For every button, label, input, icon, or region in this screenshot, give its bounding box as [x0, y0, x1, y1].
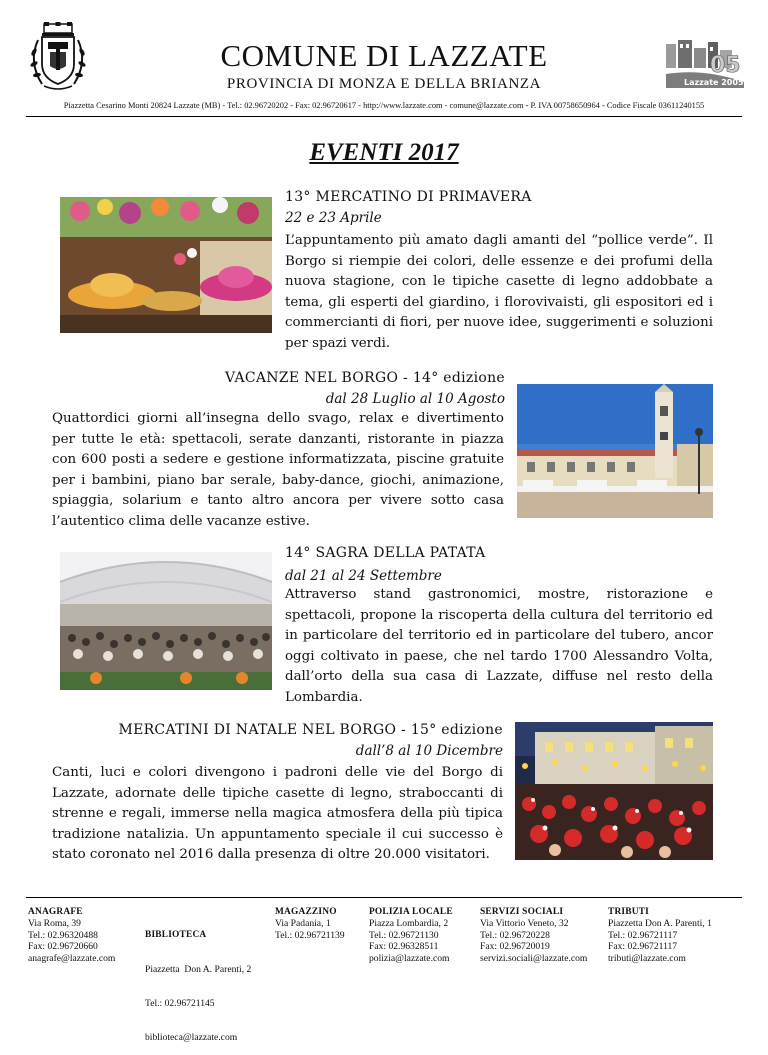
event-date: dall’8 al 10 Dicembre [355, 743, 503, 759]
event-description: L’appuntamento più amato dagli amanti del “pollice verde”. Il Borgo si riempie dei colori, delle essenze e dei profumi della nuova stagione, con le tipiche casette di legno addobbate a tema, gli esperti del giardino, i florovivaisti, gli espositori ed i commercianti di fiori, per nuove idee, suggerimenti e soluzioni per spazi verdi. [285, 233, 713, 351]
office-line: Tel.: 02.96720228 [480, 929, 550, 941]
office-line: Piazza Lombardia, 2 [369, 918, 449, 930]
office-line: Tel.: 02.96721145 [145, 998, 215, 1010]
office-line: Tel.: 02.96320488 [28, 929, 98, 941]
office-anagrafe [28, 907, 115, 964]
office-name: TRIBUTI [608, 907, 649, 917]
office-line: tributi@lazzate.com [608, 952, 686, 964]
office-line: Via Roma, 39 [28, 918, 81, 930]
christmas-market-photo [515, 722, 713, 860]
event-description: Attraverso stand gastronomici, mostre, ristorazione e spettacoli, propone la riscoperta della cultura del territorio ed in particolare del territorio ed in particolare del tubero, ancor oggi coltivato in paese, che nel tardo 1700 Alessandro Volta, dall’orto della sua casa di Lazzate, diffuse nel resto della Lombardia. [285, 587, 713, 705]
office-line: polizia@lazzate.com [369, 952, 450, 964]
office-line: Tel.: 02.96721117 [608, 929, 678, 941]
office-line: Piazzetta Don A. Parenti, 2 [145, 964, 252, 976]
event-description: Quattordici giorni all’insegna dello svago, relax e divertimento per tutte le età: spettacoli, serate danzanti, ristorante in piazza con 600 posti a sedere e gestione informatizzata, piscine gratuite per i bambini, piano bar serale, baby-dance, giochi, animazione, spiaggia, solarium e tanto altro ancora per vivere sotto casa l’autentico clima delle vacanze estive. [52, 411, 504, 529]
office-tributi [608, 907, 712, 964]
office-biblioteca [145, 907, 251, 1055]
province-subtitle: PROVINCIA DI MONZA E DELLA BRIANZA [226, 76, 542, 92]
office-line: Via Vittorio Veneto, 32 [480, 918, 569, 930]
office-line: Piazzetta Don A. Parenti, 1 [608, 918, 712, 930]
lazzate-2005-logo [664, 38, 746, 88]
office-line: Fax: 02.96720019 [480, 941, 550, 953]
office-line: servizi.sociali@lazzate.com [480, 952, 588, 964]
office-line: Via Padania, 1 [275, 918, 331, 930]
office-line: Tel.: 02.96721139 [275, 929, 345, 941]
office-line: Tel.: 02.96721130 [369, 929, 439, 941]
event-title: 13° MERCATINO DI PRIMAVERA [285, 189, 532, 205]
office-name: BIBLIOTECA [145, 929, 207, 940]
office-name: ANAGRAFE [28, 907, 83, 917]
logo-text: Lazzate 2005 [684, 78, 744, 87]
event-date: 22 e 23 Aprile [285, 210, 382, 226]
municipality-title: COMUNE DI LAZZATE [220, 38, 548, 73]
svg-text:05: 05 [710, 53, 741, 78]
header-divider [26, 116, 742, 117]
office-line: biblioteca@lazzate.com [145, 1032, 238, 1044]
potato-festival-photo [60, 552, 272, 690]
office-name: POLIZIA LOCALE [369, 907, 453, 917]
page-title: EVENTI 2017 [309, 139, 459, 166]
event-date: dal 21 al 24 Settembre [285, 568, 442, 584]
summer-village-photo [517, 384, 713, 518]
office-line: anagrafe@lazzate.com [28, 952, 116, 964]
event-title: 14° SAGRA DELLA PATATA [285, 545, 486, 561]
spring-market-photo [60, 197, 272, 333]
office-line: Fax: 02.96328511 [369, 941, 439, 953]
event-date: dal 28 Luglio al 10 Agosto [325, 391, 505, 407]
office-line: Fax: 02.96721117 [608, 941, 678, 953]
event-title: VACANZE NEL BORGO - 14° edizione [225, 370, 505, 386]
office-line: Fax: 02.96720660 [28, 941, 98, 953]
contact-line: Piazzetta Cesarino Monti 20824 Lazzate (MB) - Tel.: 02.96720202 - Fax: 02.96720617 - http://www.lazzate.com - comune@lazzate.com - P. IVA 00758650964 - Codice Fiscale 03611240155 [63, 101, 705, 110]
office-polizia-locale [369, 907, 453, 964]
event-description: Canti, luci e colori divengono i padroni delle vie del Borgo di Lazzate, adornate delle tipiche casette di legno, straboccanti di strenne e regali, immerse nella magica atmosfera della più tipica tradizione natalizia. Un appuntamento speciale il cui successo è stato coronato nel 2016 dalla presenza di oltre 20.000 visitatori. [52, 765, 503, 863]
footer-divider [26, 897, 742, 898]
event-title: MERCATINI DI NATALE NEL BORGO - 15° edizione [118, 722, 503, 738]
office-servizi-sociali [480, 907, 587, 964]
office-name: SERVIZI SOCIALI [480, 907, 564, 917]
office-name: MAGAZZINO [275, 907, 337, 917]
office-magazzino [275, 907, 345, 941]
